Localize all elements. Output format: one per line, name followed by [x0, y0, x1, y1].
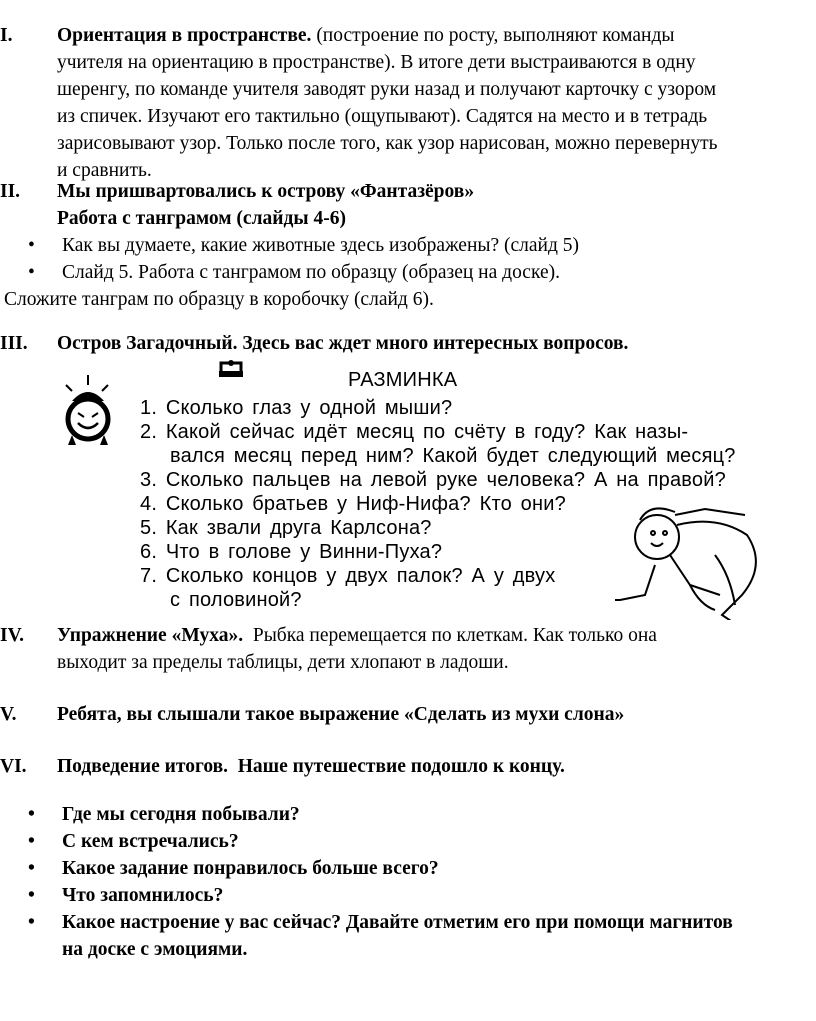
summary-list — [0, 801, 816, 963]
section-subtitle: Работа с танграмом (слайды 4-6) — [57, 208, 346, 229]
bullet-text: на доске с эмоциями. — [62, 939, 248, 960]
bullet-icon: • — [28, 262, 35, 283]
section-numeral: VI. — [0, 756, 27, 777]
warmup-heading: РАЗМИНКА — [348, 369, 458, 391]
text-line: выходит за пределы таблицы, дети хлопают в ладоши. — [57, 652, 509, 673]
bullet-text: Какое задание понравилось больше всего? — [62, 858, 439, 879]
bullet-icon: • — [28, 858, 35, 879]
warmup-illustration — [0, 355, 816, 617]
bullet-text: Слайд 5. Работа с танграмом по образцу (образец на доске). — [62, 262, 560, 283]
section-text: Рыбка перемещается по клеткам. Как только она — [243, 625, 657, 646]
section-title: Остров Загадочный. Здесь вас ждет много интересных вопросов. — [57, 333, 629, 354]
question-line: 6. Что в голове у Винни-Пуха? — [140, 541, 443, 563]
text-line: шеренгу, по команде учителя заводят руки назад и получают карточку с узором — [57, 79, 717, 100]
bullet-text: Что запомнилось? — [62, 885, 224, 906]
question-line: 4. Сколько братьев у Ниф-Нифа? Кто они? — [140, 493, 566, 515]
section-numeral: I. — [0, 25, 13, 46]
section-text: (построение по росту, выполняют команды — [311, 25, 675, 46]
bullet-text: Как вы думаете, какие животные здесь изображены? (слайд 5) — [62, 235, 580, 256]
question-line: 7. Сколько концов у двух палок? А у двух — [140, 565, 556, 587]
text-line: Сложите танграм по образцу в коробочку (слайд 6). — [4, 289, 434, 310]
text-line: учителя на ориентацию в пространстве). В итоге дети выстраиваются в одну — [57, 52, 696, 73]
small-figure-icon — [216, 357, 246, 379]
text-line: из спичек. Изучают его тактильно (ощупывают). Садятся на место и в тетрадь — [57, 106, 708, 127]
bullet-text: С кем встречались? — [62, 831, 239, 852]
bullet-icon: • — [28, 831, 35, 852]
text-line: и сравнить. — [57, 160, 152, 181]
section-numeral: IV. — [0, 625, 25, 646]
question-line: вался месяц перед ним? Какой будет следующий месяц? — [170, 445, 736, 467]
question-line: 2. Какой сейчас идёт месяц по счёту в году? Как назы- — [140, 421, 689, 443]
bullet-icon: • — [28, 804, 35, 825]
section-numeral: V. — [0, 704, 17, 725]
bullet-icon: • — [28, 912, 35, 933]
bullet-icon: • — [28, 235, 35, 256]
bullet-text: Какое настроение у вас сейчас? Давайте отметим его при помощи магнитов — [62, 912, 733, 933]
question-line: 1. Сколько глаз у одной мыши? — [140, 397, 453, 419]
boy-illustration — [615, 495, 780, 620]
text-line: зарисовывают узор. Только после того, как узор нарисован, можно перевернуть — [57, 133, 718, 154]
question-line: 3. Сколько пальцев на левой руке человека? А на правой? — [140, 469, 726, 491]
section-numeral: II. — [0, 181, 21, 202]
question-line: с половиной? — [170, 589, 302, 611]
alarm-clock-icon — [58, 373, 120, 447]
section-title: Упражнение «Муха». — [57, 625, 244, 646]
section-title: Ориентация в пространстве. — [57, 25, 312, 46]
section-title: Подведение итогов. Наше путешествие подошло к концу. — [57, 756, 565, 777]
bullet-icon: • — [28, 885, 35, 906]
bullet-text: Где мы сегодня побывали? — [62, 804, 300, 825]
section-title: Ребята, вы слышали такое выражение «Сделать из мухи слона» — [57, 704, 625, 725]
section-title: Мы пришвартовались к острову «Фантазёров» — [57, 181, 475, 202]
section-numeral: III. — [0, 333, 28, 354]
question-line: 5. Как звали друга Карлсона? — [140, 517, 432, 539]
